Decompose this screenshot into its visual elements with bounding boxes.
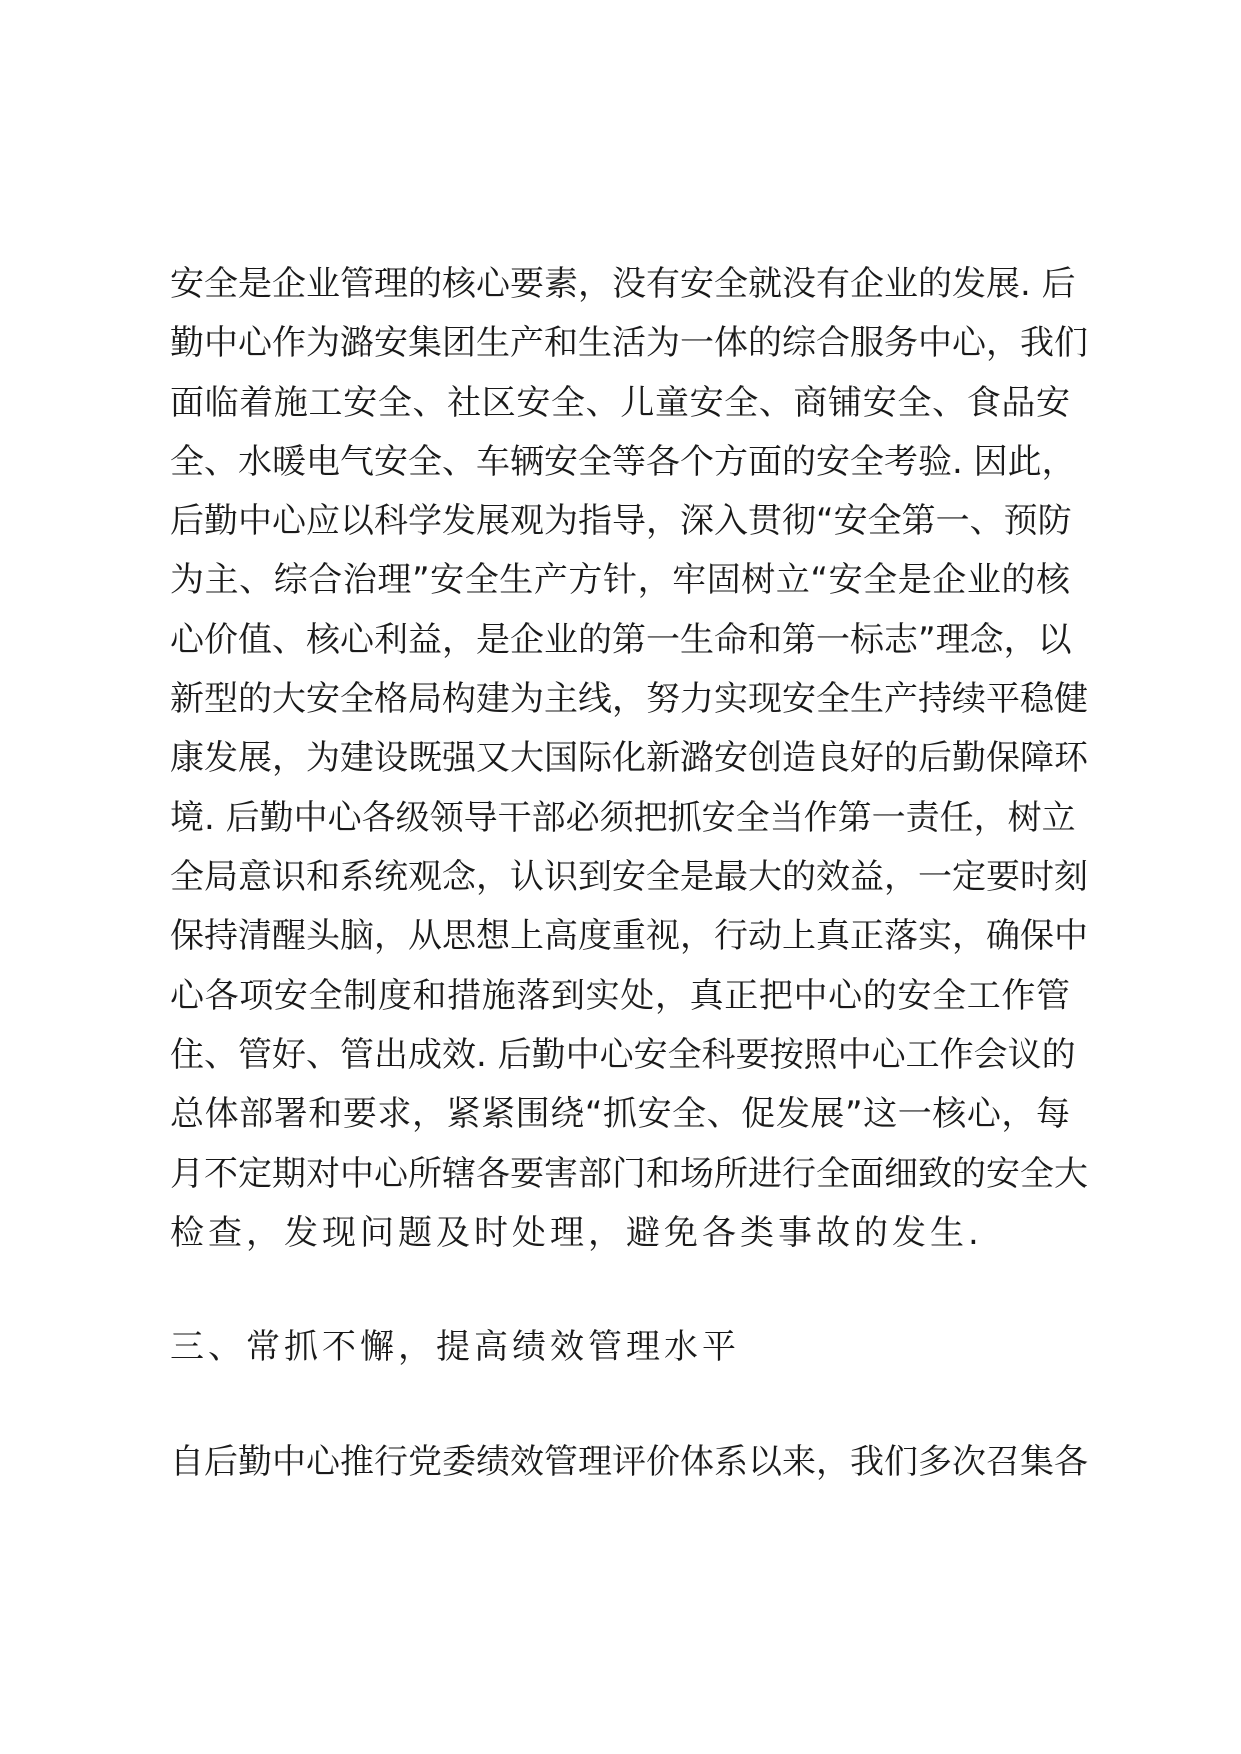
paragraph-line: 安全是企业管理的核心要素，没有安全就没有企业的发展. 后 xyxy=(170,264,1076,304)
paragraph-line: 为主、综合治理”安全生产方针，牢固树立“安全是企业的核 xyxy=(170,560,1070,600)
paragraph-line: 保持清醒头脑，从思想上高度重视，行动上真正落实，确保中 xyxy=(170,916,1088,956)
paragraph-line: 住、管好、管出成效. 后勤中心安全科要按照中心工作会议的 xyxy=(170,1035,1076,1075)
paragraph-line: 心各项安全制度和措施落到实处，真正把中心的安全工作管 xyxy=(170,976,1070,1016)
paragraph-line: 境. 后勤中心各级领导干部必须把抓安全当作第一责任，树立 xyxy=(170,798,1076,838)
paragraph-line: 面临着施工安全、社区安全、儿童安全、商铺安全、食品安 xyxy=(170,383,1070,423)
paragraph-line: 月不定期对中心所辖各要害部门和场所进行全面细致的安全大 xyxy=(170,1154,1088,1194)
paragraph-line: 总体部署和要求，紧紧围绕“抓安全、促发展”这一核心，每 xyxy=(170,1094,1070,1134)
section-heading: 三、常抓不懈，提高绩效管理水平 xyxy=(170,1327,740,1367)
paragraph-line: 全、水暖电气安全、车辆安全等各个方面的安全考验. 因此， xyxy=(170,442,1076,482)
paragraph-line: 勤中心作为潞安集团生产和生活为一体的综合服务中心，我们 xyxy=(170,323,1088,363)
paragraph-line: 自后勤中心推行党委绩效管理评价体系以来，我们多次召集各 xyxy=(170,1442,1088,1482)
paragraph-line: 后勤中心应以科学发展观为指导，深入贯彻“安全第一、预防 xyxy=(170,501,1072,541)
paragraph-line: 全局意识和系统观念，认识到安全是最大的效益，一定要时刻 xyxy=(170,857,1088,897)
paragraph-line: 心价值、核心利益，是企业的第一生命和第一标志”理念，以 xyxy=(170,620,1072,660)
paragraph-line: 新型的大安全格局构建为主线，努力实现安全生产持续平稳健 xyxy=(170,679,1088,719)
paragraph-line: 康发展，为建设既强又大国际化新潞安创造良好的后勤保障环 xyxy=(170,738,1088,778)
paragraph-line: 检查，发现问题及时处理，避免各类事故的发生. xyxy=(170,1213,983,1253)
